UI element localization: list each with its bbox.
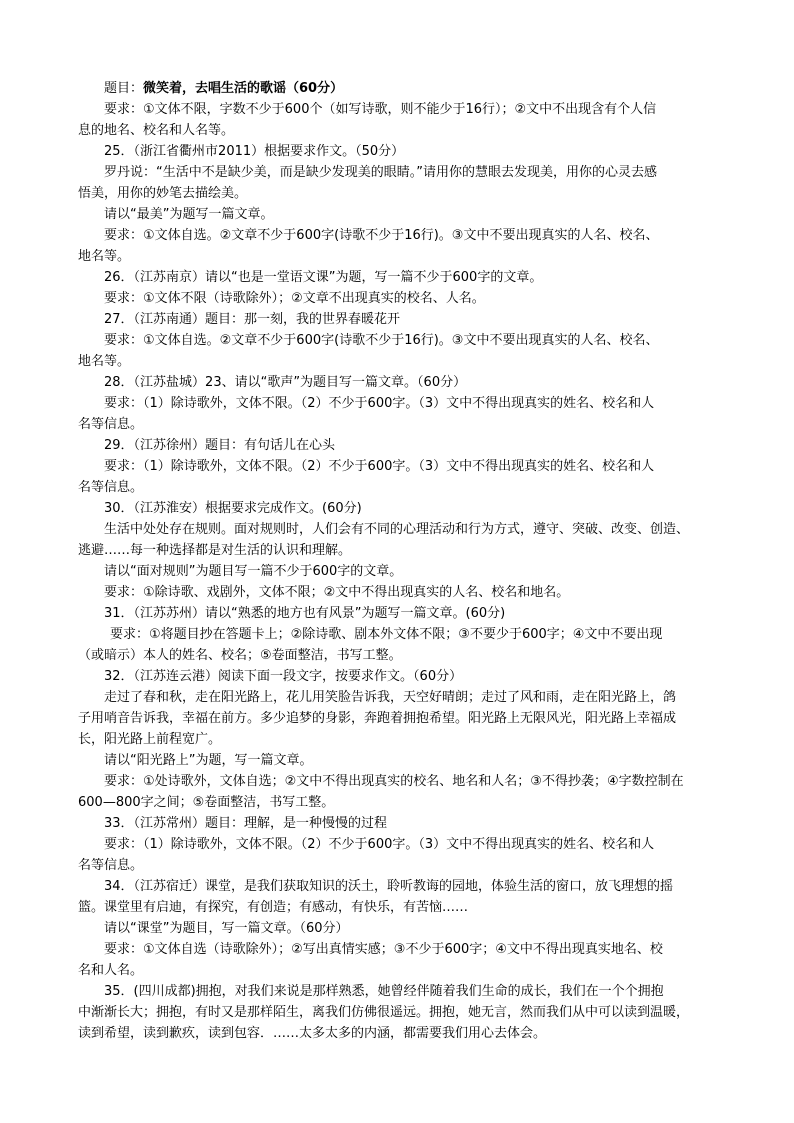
text-line: 名等信息。 [78, 417, 144, 432]
title-prefix: 题目： [104, 81, 144, 96]
text-line: 地名等。 [78, 354, 131, 369]
text-line: 要求：①文体不限（诗歌除外）；②文章不出现真实的校名、人名。 [104, 291, 485, 306]
text-line: 长，阳光路上前程宽广。 [78, 732, 222, 747]
text-line: 逃避……每一种选择都是对生活的认识和理解。 [78, 543, 352, 558]
text-line: 要求：①文体不限，字数不少于600个（如写诗歌，则不能少于16行）；②文中不出现含有个人信 [104, 102, 657, 117]
text-line: 28．（江苏盐城）23、请以“歌声”为题目写一篇文章。（60分） [104, 375, 467, 390]
text-line: （或暗示）本人的姓名、校名；⑤卷面整洁，书写工整。 [78, 648, 402, 663]
text-line: 地名等。 [78, 249, 131, 264]
text-line: 29．（江苏徐州）题目：有句话儿在心头 [104, 438, 336, 453]
text-line: 要求：①处诗歌外，文体自选；②文中不得出现真实的校名、地名和人名；③不得抄袭；④字数控制在 [104, 774, 684, 789]
text-line: 要求：①文体自选。②文章不少于600字(诗歌不少于16行)。③文中不要出现真实的人名、校名、 [104, 228, 659, 243]
text-line: 31．（江苏苏州）请以“熟悉的地方也有风景”为题写一篇文章。(60分) [104, 606, 506, 621]
text-line: 要求：①文体自选（诗歌除外）；②写出真情实感；③不少于600字；④文中不得出现真实地名、校 [104, 942, 663, 957]
text-line: 要求：（1）除诗歌外，文体不限。（2）不少于600字。（3）文中不得出现真实的姓名、校名和人 [104, 459, 655, 474]
text-line: 悟美，用你的妙笔去描绘美。 [78, 186, 248, 201]
text-line: 35．(四川成都)拥抱，对我们来说是那样熟悉，她曾经伴随着我们生命的成长，我们在一个个拥抱 [104, 984, 664, 999]
text-line: 600—800字之间；⑤卷面整洁，书写工整。 [78, 795, 335, 810]
text-line: 26．（江苏南京）请以“也是一堂语文课”为题，写一篇不少于600字的文章。 [104, 270, 543, 285]
text-line: 33．（江苏常州）题目：理解，是一种慢慢的过程 [104, 816, 388, 831]
text-line: 要求：（1）除诗歌外，文体不限。（2）不少于600字。（3）文中不得出现真实的姓名、校名和人 [104, 396, 655, 411]
text-line: 要求：①除诗歌、戏剧外，文体不限；②文中不得出现真实的人名、校名和地名。 [104, 585, 570, 600]
text-line: 请以“阳光路上”为题，写一篇文章。 [104, 753, 313, 768]
text-line: 25．（浙江省衢州市2011）根据要求作文。（50分） [104, 144, 405, 159]
text-line: 名和人名。 [78, 963, 144, 978]
text-line: 走过了春和秋，走在阳光路上，花儿用笑脸告诉我，天空好晴朗；走过了风和雨，走在阳光路上，鸽 [104, 690, 677, 705]
text-line: 名等信息。 [78, 858, 144, 873]
text-line: 34．（江苏宿迁）课堂，是我们获取知识的沃土，聆听教诲的园地，体验生活的窗口，放飞理想的摇 [104, 879, 674, 894]
text-line: 息的地名、校名和人名等。 [78, 123, 235, 138]
text-line: 名等信息。 [78, 480, 144, 495]
text-line: 中渐渐长大；拥抱，有时又是那样陌生，离我们仿佛很遥远。拥抱，她无言，然而我们从中可以读到温暖， [78, 1005, 690, 1020]
text-line [78, 78, 728, 99]
text-line: 读到希望，读到歉疚，读到包容．……太多太多的内涵，都需要我们用心去体会。 [78, 1026, 547, 1041]
text-line: 子用哨音告诉我，幸福在前方。多少追梦的身影，奔跑着拥抱希望。阳光路上无限风光，阳光路上幸福成 [78, 711, 677, 726]
text-line: 30．（江苏淮安）根据要求完成作文。(60分) [104, 501, 362, 516]
text-line: 篮。课堂里有启迪，有探究，有创造；有感动，有快乐，有苦恼…… [78, 900, 469, 915]
text-line: 要求：（1）除诗歌外，文体不限。（2）不少于600字。（3）文中不得出现真实的姓名、校名和人 [104, 837, 655, 852]
text-line: 罗丹说：“生活中不是缺少美，而是缺少发现美的眼睛。”请用你的慧眼去发现美，用你的心灵去感 [104, 165, 657, 180]
text-line: 请以“最美”为题写一篇文章。 [104, 207, 274, 222]
text-line: 32．（江苏连云港）阅读下面一段文字，按要求作文。（60分） [104, 669, 463, 684]
essay-title: 微笑着，去唱生活的歌谣（60分） [143, 81, 344, 96]
document-body [78, 78, 728, 1044]
text-line: 生活中处处存在规则。面对规则时，人们会有不同的心理活动和行为方式，遵守、突破、改变、创造、 [104, 522, 690, 537]
text-line: 27．（江苏南通）题目：那一刻，我的世界春暖花开 [104, 312, 401, 327]
text-line: 要求：①文体自选。②文章不少于600字(诗歌不少于16行)。③文中不要出现真实的人名、校名、 [104, 333, 659, 348]
text-line: 请以“面对规则”为题目写一篇不少于600字的文章。 [104, 564, 403, 579]
text-line: 请以“课堂”为题目，写一篇文章。（60分） [104, 921, 349, 936]
text-line: 要求：①将题目抄在答题卡上；②除诗歌、剧本外文体不限；③不要少于600字；④文中不要出现 [110, 627, 663, 642]
